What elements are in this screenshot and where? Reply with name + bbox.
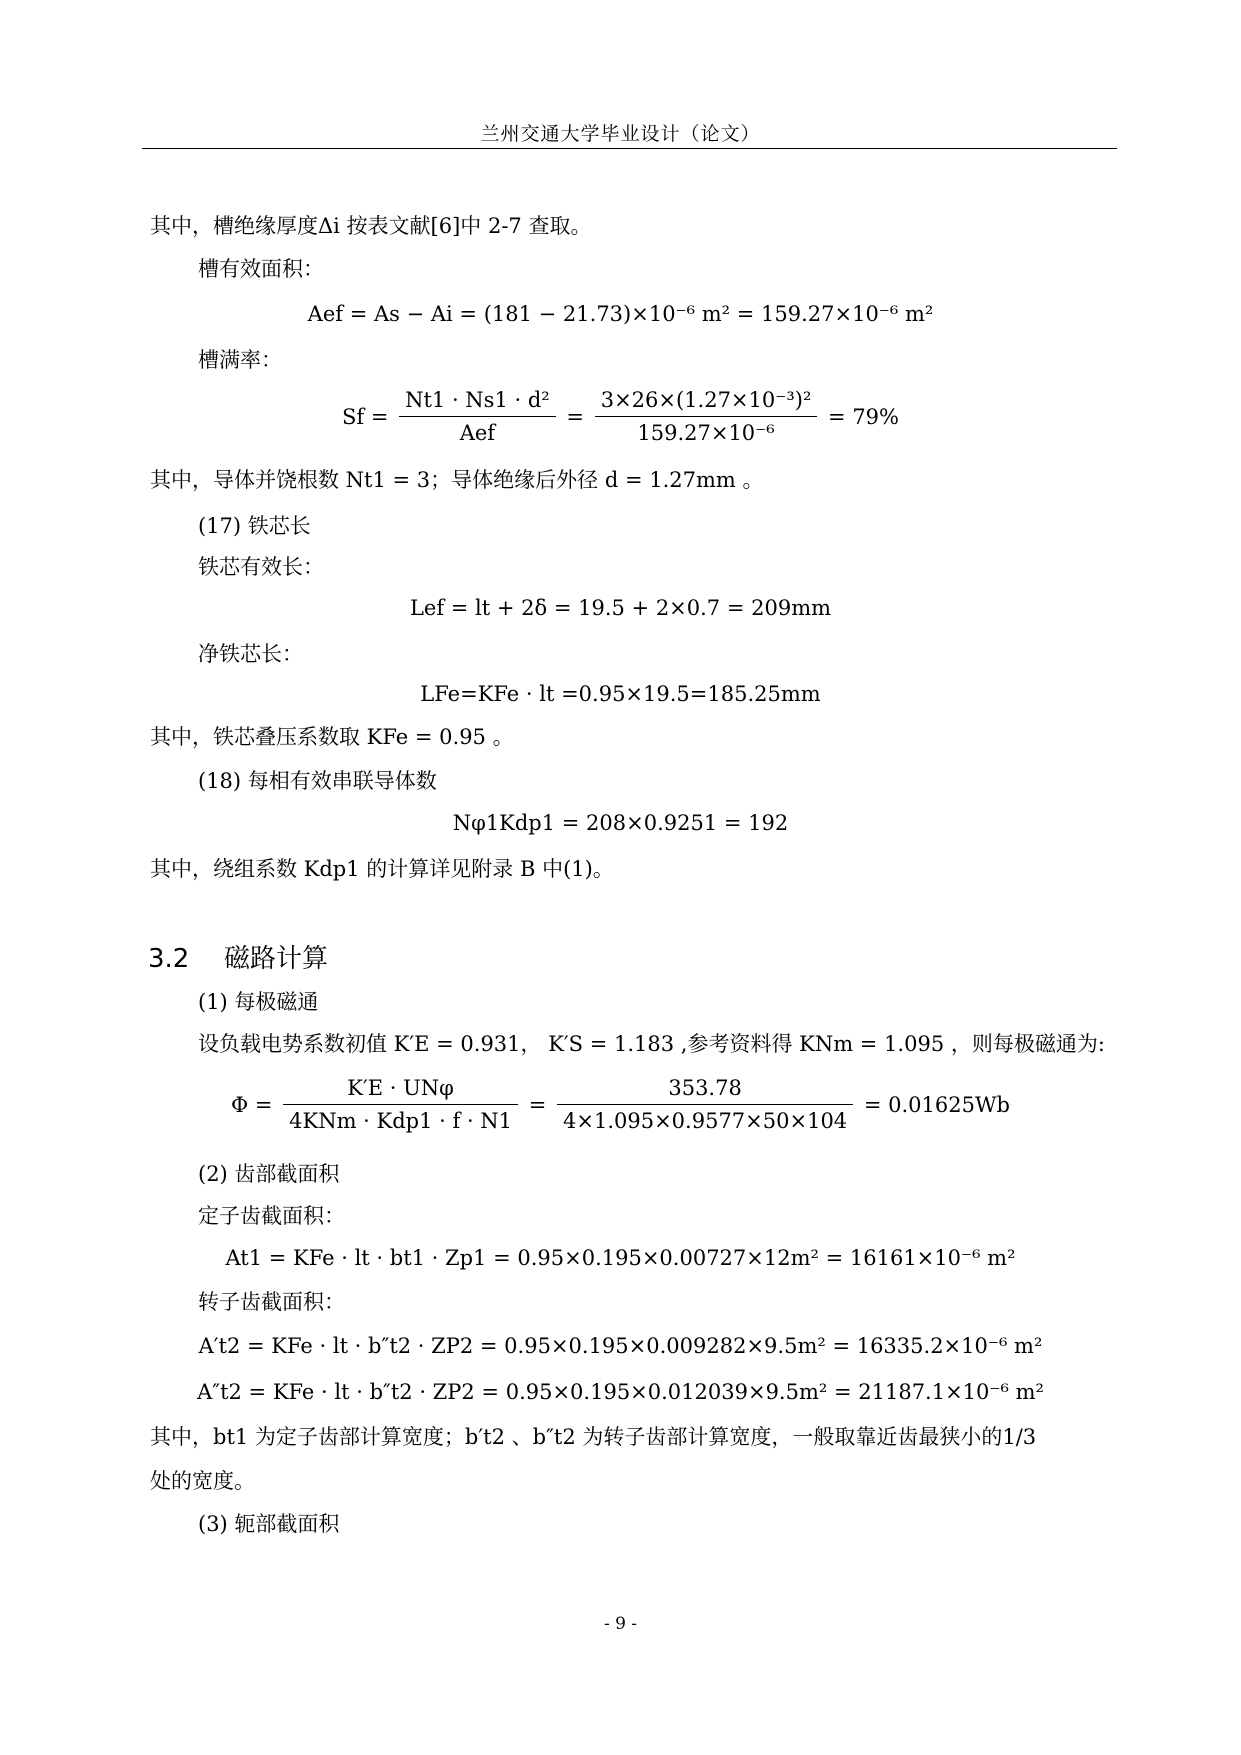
page-header: 兰州交通大学毕业设计（论文） bbox=[480, 123, 761, 145]
denominator: 4KNm · Kdp1 · f · N1 bbox=[289, 1109, 513, 1133]
numerator: K′E · UNφ bbox=[283, 1074, 518, 1105]
header-rule bbox=[142, 148, 1117, 149]
denominator: 4×1.095×0.9577×50×104 bbox=[563, 1109, 848, 1133]
equation-core-length: Lef = lt + 2δ = 19.5 + 2×0.7 = 209mm bbox=[409, 596, 832, 620]
text-line: (18) 每相有效串联导体数 bbox=[198, 769, 437, 793]
section-heading bbox=[148, 938, 328, 975]
text-line: 槽满率： bbox=[198, 348, 282, 372]
text-line: 设负载电势系数初值 K′E = 0.931， K′S = 1.183 ,参考资料得 KNm = 1.095 ，则每极磁通为: bbox=[198, 1032, 1105, 1056]
section-title: 磁路计算 bbox=[224, 944, 329, 974]
numerator: 3×26×(1.27×10⁻³)² bbox=[595, 386, 818, 417]
text-line: (3) 轭部截面积 bbox=[198, 1512, 340, 1536]
fraction bbox=[557, 1074, 853, 1135]
eq-lhs: Φ = bbox=[230, 1092, 273, 1117]
fraction bbox=[399, 386, 556, 447]
numerator: Nt1 · Ns1 · d² bbox=[399, 386, 556, 417]
text-line: 槽有效面积： bbox=[198, 257, 324, 281]
denominator: Aef bbox=[459, 421, 496, 445]
equation-rotor-tooth-area-2: A″t2 = KFe · lt · b″t2 · ZP2 = 0.95×0.195×0.012039×9.5m² = 21187.1×10⁻⁶ m² bbox=[197, 1380, 1044, 1404]
text-line: (2) 齿部截面积 bbox=[198, 1162, 340, 1186]
page-number: - 9 - bbox=[603, 1614, 638, 1634]
text-line: 其中，绕组系数 Kdp1 的计算详见附录 B 中(1)。 bbox=[150, 857, 614, 881]
eq-lhs: Sf = bbox=[341, 404, 389, 429]
numerator: 353.78 bbox=[557, 1074, 853, 1105]
text-line: 其中，铁芯叠压系数取 KFe = 0.95 。 bbox=[150, 725, 514, 749]
text-line: 处的宽度。 bbox=[150, 1469, 255, 1493]
text-line: 其中，导体并饶根数 Nt1 = 3；导体绝缘后外径 d = 1.27mm 。 bbox=[150, 468, 764, 492]
equation-flux-per-pole: Φ = K′E · UNφ 4KNm · Kdp1 · f · N1 = $\frac{353.78}{4\times 1.095\times 0.9577\times 50\times 104}$ = 0.01625Wb bbox=[230, 1076, 1010, 1133]
fraction bbox=[283, 1074, 518, 1135]
text-line: 其中，bt1 为定子齿部计算宽度；b′t2 、b″t2 为转子齿部计算宽度，一般取靠近齿最狭小的1/3 bbox=[150, 1425, 1037, 1449]
text-line: 其中，槽绝缘厚度Δi 按表文献[6]中 2-7 查取。 bbox=[150, 214, 592, 238]
equation-stator-tooth-area: At1 = KFe · lt · bt1 · Zp1 = 0.95×0.195×0.00727×12m² = 16161×10⁻⁶ m² bbox=[225, 1246, 1016, 1270]
eq-rhs: = 79% bbox=[828, 404, 899, 429]
text-line: (17) 铁芯长 bbox=[198, 514, 311, 538]
equation-slot-area: Aef = As − Ai = (181 − 21.73)×10⁻⁶ m² = 159.27×10⁻⁶ m² bbox=[307, 302, 934, 326]
equation-series-conductors: Nφ1Kdp1 = 208×0.9251 = 192 bbox=[452, 811, 789, 835]
text-line: (1) 每极磁通 bbox=[198, 990, 319, 1014]
text-line: 净铁芯长： bbox=[198, 642, 303, 666]
equation-net-core-length: LFe=KFe · lt =0.95×19.5=185.25mm bbox=[420, 682, 821, 706]
text-line: 定子齿截面积： bbox=[198, 1204, 345, 1228]
fraction bbox=[595, 386, 818, 447]
eq-rhs: = 0.01625Wb bbox=[863, 1092, 1010, 1117]
denominator: 159.27×10⁻⁶ bbox=[637, 421, 775, 445]
text-line: 转子齿截面积： bbox=[198, 1290, 345, 1314]
text-line: 铁芯有效长： bbox=[198, 555, 324, 579]
equation-slot-fill: Sf = Nt1 · Ns1 · d² Aef = $\frac{\text{3×26×(1.27×10⁻³)²}}{\text{159.27×10⁻⁶}}$ = 79% bbox=[341, 388, 899, 445]
section-number: 3.2 bbox=[148, 944, 190, 974]
equation-rotor-tooth-area-1: A′t2 = KFe · lt · b″t2 · ZP2 = 0.95×0.195×0.009282×9.5m² = 16335.2×10⁻⁶ m² bbox=[198, 1334, 1043, 1358]
